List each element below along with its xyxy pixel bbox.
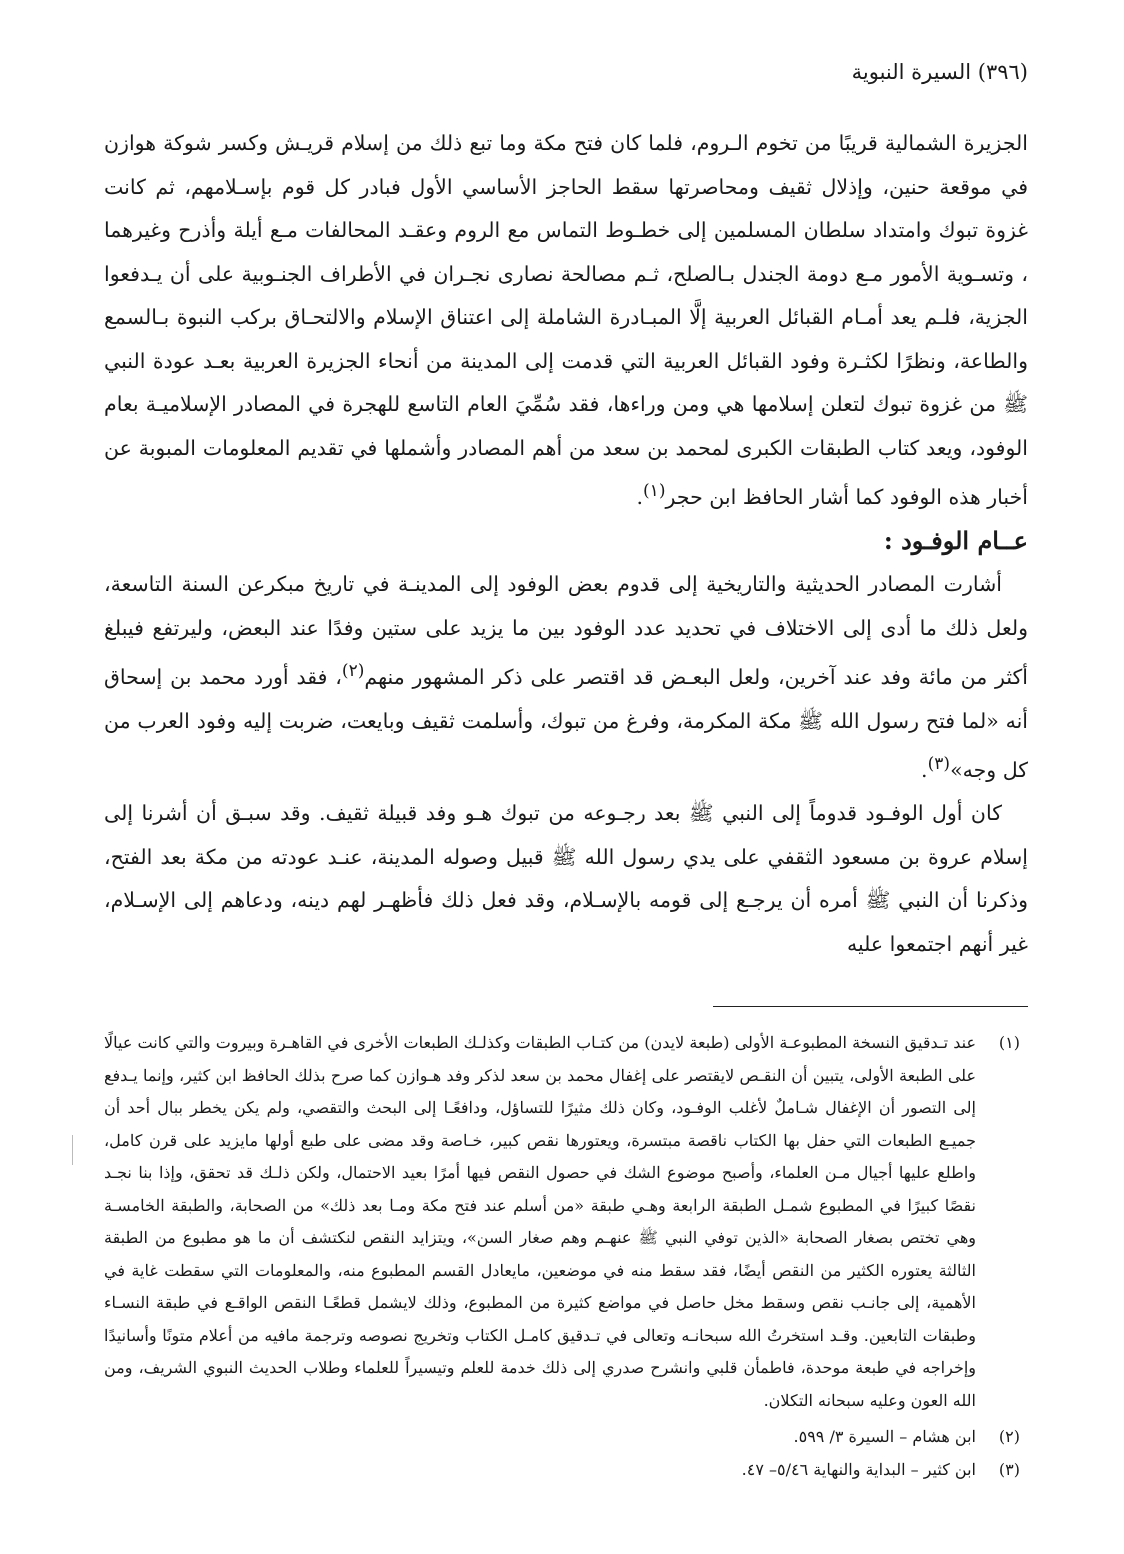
paragraph	[104, 792, 1028, 966]
book-title: السيرة النبوية	[851, 60, 972, 84]
footnote-text: ابن كثير – البداية والنهاية ٥/٤٦– ٤٧.	[741, 1459, 976, 1479]
footnote-text: عند تـدقيق النسخة المطبوعـة الأولى (طبعة لايدن) من كتـاب الطبقات وكذلـك الطبعات الأخرى في القاهـرة وبيروت والتي كانت عيالًا على الطبعة الأولى، يتبين أن النقـص لايقتصر على إغفال محمد بن سعد لذكر وفد هـوازن كما صرح بذلك الحافظ ابن كثير، وإنما يـدفع إلى التصور أن الإغفال شـاملٌ لأغلب الوفـود، وكان ذلك مثيرًا للتساؤل، ودافعًـا إلى البحث والتقصي، ولم يكن يخطر ببال أحد أن جميـع الطبعات التي حفل بها الكتاب ناقصة مبتسرة، ويعتورها نقص كبير، خـاصة وقد مضى على طبع أولها مايزيد على قرن كامل، واطلع عليها أجيال مـن العلماء، وأصبح موضوع الشك في حصول النقص فيها أمرًا بعيد الاحتمال، ولكن ذلـك قد تحقق، وإذا بنا نجـد نقصًا كبيرًا في المطبوع شمـل الطبقة الرابعة وهـي طبقة «من أسلم عند فتح مكة ومـا بعد ذلك» من الصحابة، والطبقة الخامسـة وهي تختص بصغار الصحابة «الذين توفي النبي ﷺ عنهـم وهم صغار السن»، ويتزايد النقص لنكتشف أن ما هو مطبوع من الطبقة الثالثة يعتوره الكثير من النقص أيضًا، فقد سقط منه في موضعين، مايعادل القسم المطبوع منه، والمعلومات التي سقطت غاية في الأهمية، إلى جانـب نقص وسقط مخل حاصل في مواضع كثيرة من المطبوع، وذلك لايشمل قطعًـا النقص الواقـع في طبقة النسـاء وطبقات التابعين. وقـد استخرتُ الله سبحانـه وتعالى في تـدقيق كامـل الكتاب وتخريج نصوصه وترجمة مافيه من أعلام متونًا وأسانيدًا وإخراجه في طبعة موحدة، فاطمأن قلبي وانشرح صدري إلى ذلك خدمة للعلم وتيسيراً للعلماء وطلاب الحديث النبوي الشريف، ومن الله العون وعليه سبحانه التكلان.	[104, 1033, 977, 1410]
paragraph	[104, 563, 1028, 792]
footnote-number: (٢)	[998, 1427, 1020, 1447]
footnotes	[104, 1027, 1028, 1486]
paragraph-text: كان أول الوفـود قدوماً إلى النبي ﷺ بعد رجـوعه من تبوك هـو وفد قبيلة ثقيف. وقد سبـق أن أشرنا إلى إسلام عروة بن مسعود الثقفي على يدي رسول الله ﷺ قبيل وصوله المدينة، عنـد عودته من مكة بعد الفتح، وذكرنا أن النبي ﷺ أمره أن يرجـع إلى قومه بالإسـلام، وقد فعل ذلك فأظهـر لهم دينه، ودعاهم إلى الإسـلام، غير أنهم اجتمعوا عليه	[104, 801, 1028, 956]
paragraph-text: الجزيرة الشمالية قريبًا من تخوم الـروم، فلما كان فتح مكة وما تبع ذلك من إسلام قريـش وكسر شوكة هوازن في موقعة حنين، وإذلال ثقيف ومحاصرتها سقط الحاجز الأساسي الأول فبادر كل قوم بإسـلامهم، ثم كانت غزوة تبوك وامتداد سلطان المسلمين إلى خطـوط التماس مع الروم وعقـد المحالفات مـع أيلة وأذرح وغيرهما ، وتسـوية الأمور مـع دومة الجندل بـالصلح، ثـم مصالحة نصارى نجـران في الأطراف الجنـوبية على أن يـدفعوا الجزية، فلـم يعد أمـام القبائل العربية إلَّا المبـادرة الشاملة إلى اعتناق الإسلام والالتحـاق بركب النبوة بـالسمع والطاعة، ونظرًا لكثـرة وفود القبائل العربية التي قدمت إلى المدينة من أنحاء الجزيرة العربية بعـد عودة النبي ﷺ من غزوة تبوك لتعلن إسلامها هي ومن وراءها، فقد سُمِّيَ العام التاسع للهجرة في المصادر الإسلاميـة بعام الوفود، ويعد كتاب الطبقات الكبرى لمحمد بن سعد من أهم المصادر وأشملها في تقديم المعلومات المبوبة عن أخبار هذه الوفود كما أشار الحافظ ابن حجر	[104, 131, 1028, 509]
paragraph-end: .	[921, 757, 928, 782]
page-number: (٣٩٦)	[977, 60, 1028, 84]
scan-margin-mark	[72, 1135, 73, 1165]
footnote-ref[interactable]: (٣)	[927, 754, 951, 775]
footnote	[104, 1027, 1028, 1417]
footnote-divider	[713, 1006, 1028, 1007]
running-header	[104, 60, 1028, 84]
paragraph-text: ، فقد أورد محمد بن إسحاق أنه «لما فتح رسول الله ﷺ مكة المكرمة، وفرغ من تبوك، وأسلمت ثقيف وبايعت، ضربت إليه وفود العرب من كل وجه»	[104, 665, 1028, 782]
footnote-number: (٣)	[998, 1459, 1020, 1479]
paragraph-text: أشارت المصادر الحديثية والتاريخية إلى قدوم بعض الوفود إلى المدينـة في تاريخ مبكرعن السنة التاسعة، ولعل ذلك ما أدى إلى الاختلاف في تحديد عدد الوفود بين ما يزيد على ستين وفدًا عند البعض، وليرتفع فيبلغ أكثر من مائة وفد عند آخرين، ولعل البعـض قد اقتصر على ذكر المشهور منهم	[104, 572, 1028, 690]
footnote	[104, 1454, 1028, 1487]
footnote-ref[interactable]: (٢)	[341, 661, 365, 682]
footnote-number: (١)	[998, 1033, 1020, 1053]
footnote-ref[interactable]: (١)	[643, 481, 666, 501]
footnote	[104, 1421, 1028, 1454]
footnote-text: ابن هشام – السيرة ٣/ ٥٩٩.	[793, 1427, 976, 1447]
main-text	[104, 122, 1028, 966]
paragraph	[104, 122, 1028, 519]
paragraph-end: .	[636, 484, 643, 509]
section-heading: عــام الوفـود :	[883, 526, 1028, 556]
